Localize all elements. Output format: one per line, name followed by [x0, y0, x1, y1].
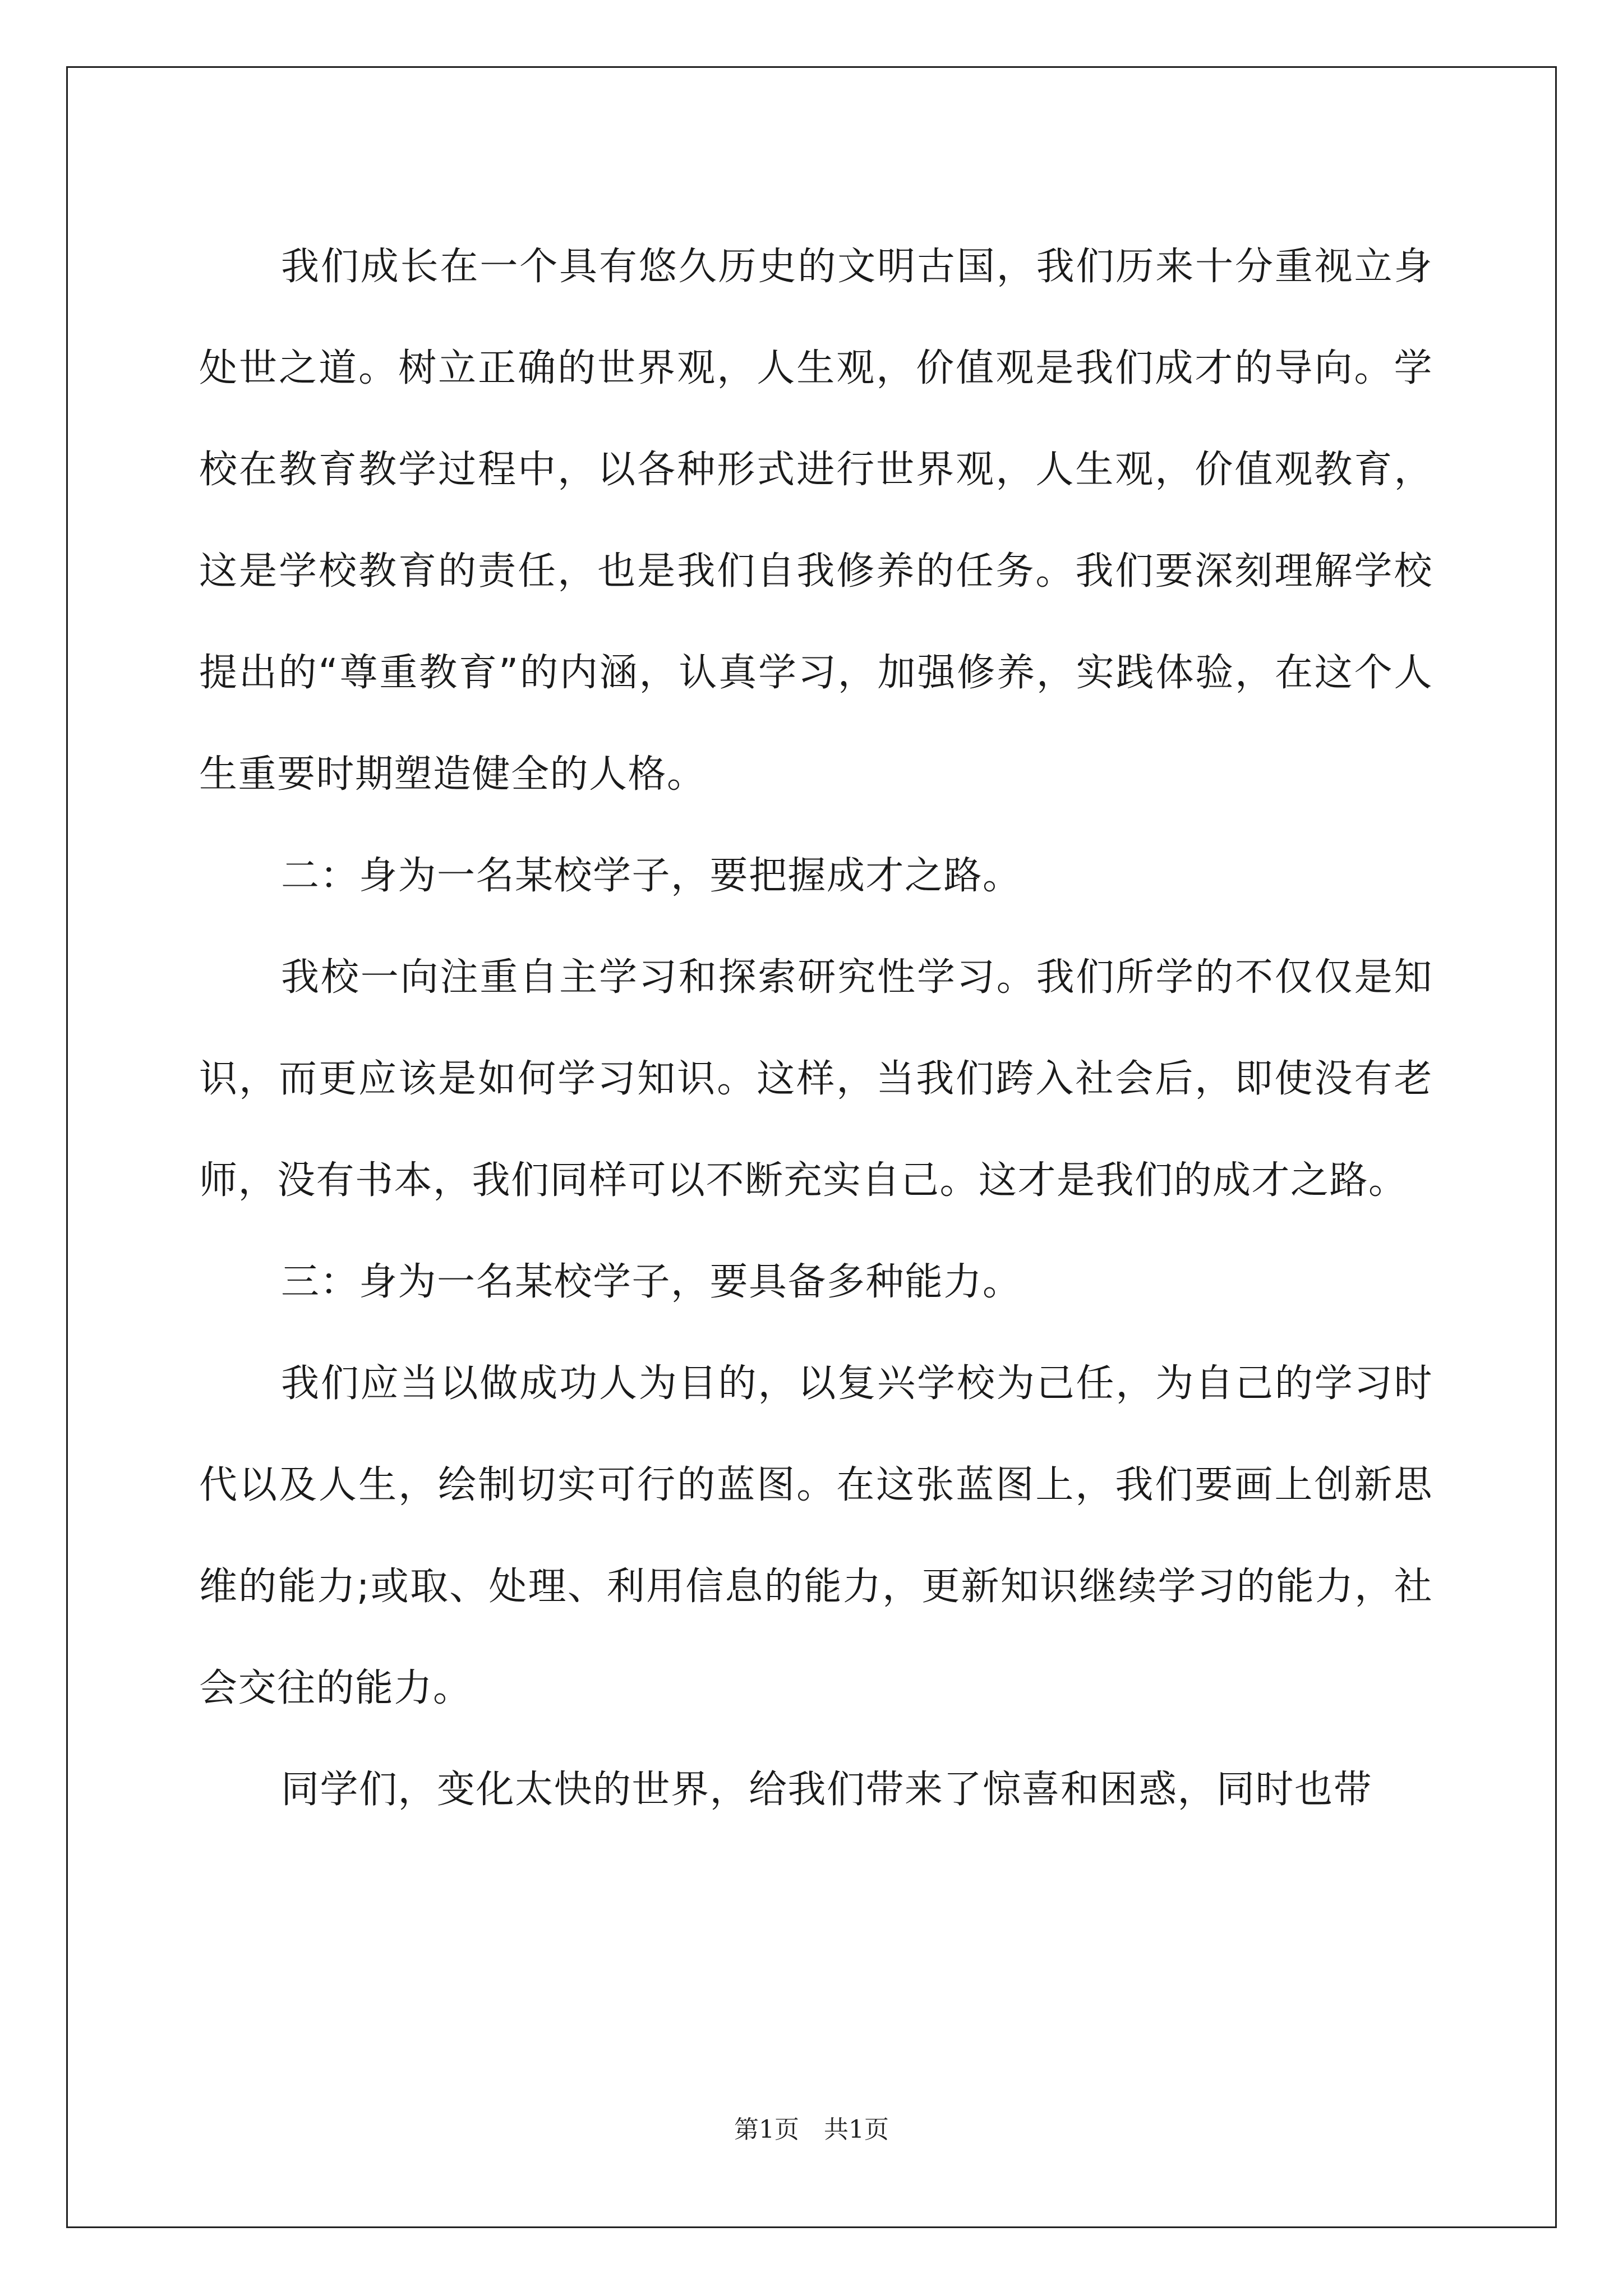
- paragraph-2-heading: 二：身为一名某校学子，要把握成才之路。: [281, 854, 1022, 898]
- paragraph-4-heading: 三：身为一名某校学子，要具备多种能力。: [281, 1260, 1022, 1304]
- paragraph-3: 我校一向注重自主学习和探索研究性学习。我们所学的不仅仅是知识，而更应该是如何学习知识。这样，当我们跨入社会后，即使没有老师，没有书本，我们同样可以不断充实自己。这才是我们的成才之路。: [199, 955, 1433, 1203]
- page-number: 第1页 共1页: [734, 2115, 889, 2144]
- document-body: [199, 216, 1433, 1841]
- paragraph-5: 我们应当以做成功人为目的，以复兴学校为己任，为自己的学习时代以及人生，绘制切实可行的蓝图。在这张蓝图上，我们要画上创新思维的能力;或取、处理、利用信息的能力，更新知识继续学习的能力，社会交往的能力。: [199, 1361, 1433, 1710]
- paragraph-6: 同学们，变化太快的世界，给我们带来了惊喜和困惑，同时也带: [281, 1768, 1373, 1812]
- paragraph-1: 我们成长在一个具有悠久历史的文明古国，我们历来十分重视立身处世之道。树立正确的世界观，人生观，价值观是我们成才的导向。学校在教育教学过程中，以各种形式进行世界观，人生观，价值观教育，这是学校教育的责任，也是我们自我修养的任务。我们要深刻理解学校提出的“尊重教育”的内涵，认真学习，加强修养，实践体验，在这个人生重要时期塑造健全的人格。: [199, 245, 1433, 797]
